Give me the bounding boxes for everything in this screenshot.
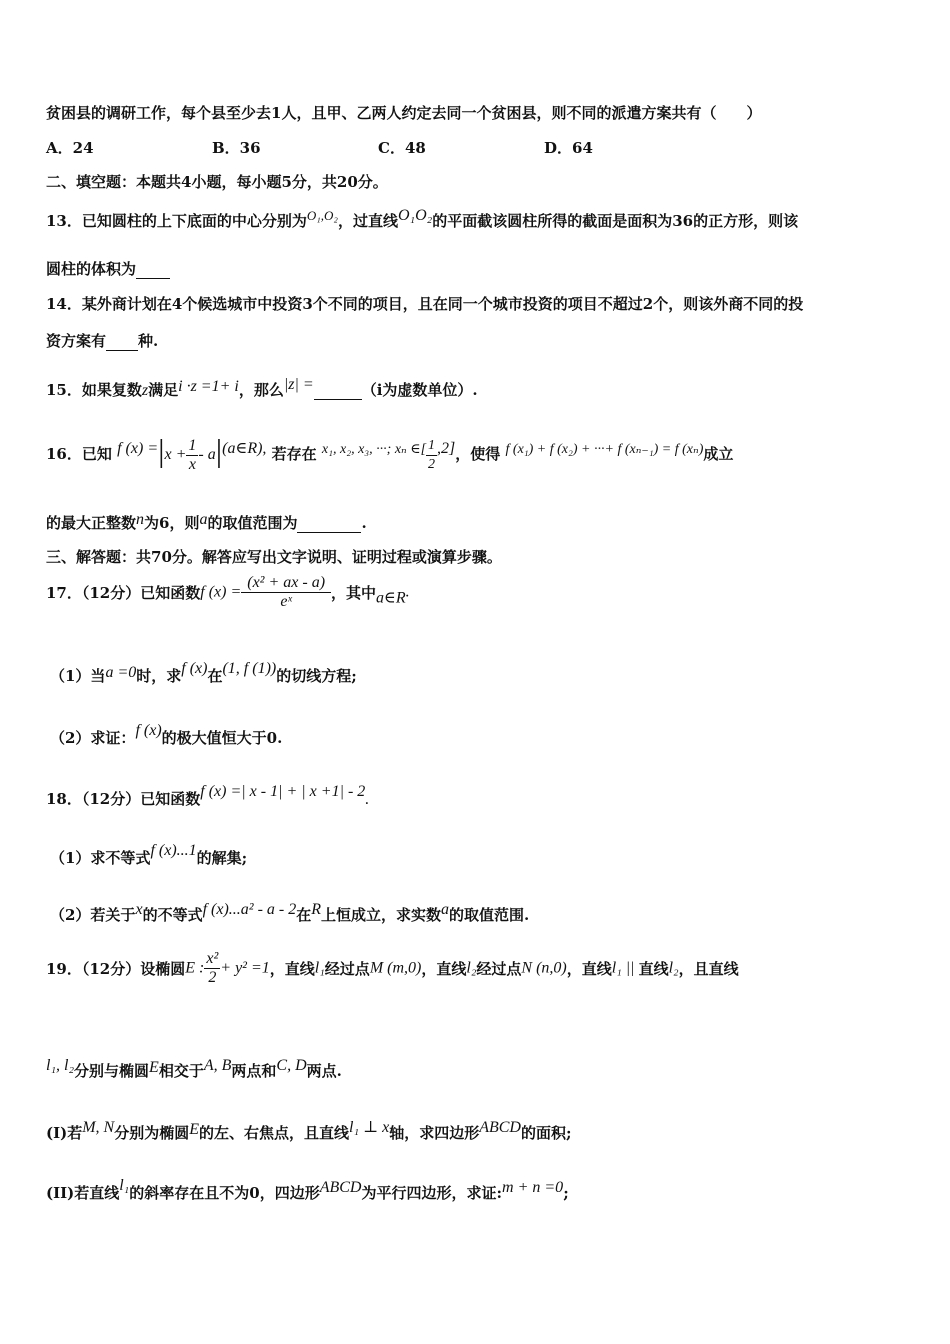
q16-frac-num: 1	[188, 436, 197, 454]
q19-E: E :	[185, 959, 205, 977]
q13-math-centers: O₁,O₂	[306, 208, 338, 223]
q19-N: N (n,0)	[521, 959, 567, 977]
q19-l2-b: l₂	[668, 959, 679, 977]
q19-I-text-b: 分别为椭圆	[114, 1124, 190, 1142]
q19-II-ABCD: ABCD	[319, 1179, 362, 1196]
q16-text-g: 的取值范围为	[207, 514, 298, 532]
q17-p1-text-b: 时，求	[136, 667, 182, 685]
q19-line2	[46, 1057, 342, 1081]
q16-text-b: 若存在	[271, 445, 317, 463]
q14-text-b: 资方案有	[46, 332, 107, 350]
q19-II-l1: l₁	[119, 1177, 130, 1194]
q17-p1-f: f (x)	[181, 660, 208, 677]
q13-text-c: 的平面截该圆柱所得的截面是面积为36的正方形，则该	[432, 212, 799, 230]
q16-line1	[46, 432, 733, 474]
q17-p2-text-a: （2）求证：	[50, 729, 136, 747]
q19-text-a: 19．（12分）设椭圆	[46, 960, 186, 978]
q18-p2-R: R	[311, 901, 322, 918]
q19-text-g: 直线	[638, 960, 669, 978]
q16-text-e: 的最大正整数	[46, 514, 137, 532]
q17-part1	[50, 660, 357, 686]
q15-text-b: 满足	[148, 381, 179, 399]
q18-function: f (x) =| x - 1| + | x +1| - 2	[200, 783, 366, 800]
q17-p1-cond: a =0	[105, 664, 137, 681]
q19-text-k: 两点和	[231, 1062, 277, 1080]
q19-line1	[46, 950, 739, 987]
q19-text-c: 经过点	[324, 960, 370, 978]
q19-l1-l2: l₁, l₂	[46, 1057, 75, 1074]
q19-II-text-c: 为平行四边形，求证:	[361, 1184, 503, 1202]
q16-sum: f (x₁) + f (x₂) + ···+ f (xₙ₋₁) = f (xₙ)	[505, 442, 704, 457]
q19-text-b: ，直线	[269, 960, 315, 978]
q19-II-equation: m + n =0	[502, 1179, 564, 1196]
q16-minus-a: - a	[198, 446, 216, 463]
q19-text-h: ，且直线	[678, 960, 739, 978]
q18-dot: .	[365, 791, 370, 808]
q17-p1-text-d: 的切线方程;	[276, 667, 357, 685]
q19-I-perp: l₁ ⊥ x	[349, 1119, 390, 1136]
q16-sequence: x₁, x₂, x₃, ···; xₙ ∈[	[321, 442, 427, 457]
q15-z: z	[141, 382, 149, 399]
q17-text-b: ，其中	[331, 584, 377, 602]
q17-p2-f: f (x)	[135, 722, 162, 739]
q16-half-num: 1	[426, 437, 437, 456]
option-d: D．64	[544, 139, 593, 157]
q12-tail: 贫困县的调研工作，每个县至少去1人，且甲、乙两人约定去同一个贫困县，则不同的派遣方案共有（ ）	[46, 104, 762, 122]
q15-text-d: （i为虚数单位）.	[361, 381, 478, 399]
q19-parallel: l₁ ||	[611, 959, 639, 977]
q13-text-b: ，过直线	[337, 212, 398, 230]
q18-line	[46, 783, 369, 809]
q19-I-text-e: 的面积;	[520, 1124, 572, 1142]
q19-text-l: 两点.	[306, 1062, 342, 1080]
q12-options	[46, 137, 710, 158]
q17-p1-text-c: 在	[207, 667, 223, 685]
q19-l1: l₁	[314, 959, 325, 977]
q19-frac-num: x²	[206, 950, 219, 967]
q16-a-in-r: (a∈R),	[222, 440, 267, 457]
q19-part2	[46, 1177, 569, 1203]
q18-part2	[50, 901, 529, 925]
q18-p2-text-d: 上恒成立，求实数	[321, 906, 442, 924]
q15-answer-blank[interactable]	[314, 381, 362, 400]
q16-a: a	[199, 511, 208, 528]
section-2-heading: 二、填空题：本题共4小题，每小题5分，共20分。	[46, 173, 388, 191]
q17-fraction	[241, 574, 331, 611]
q17-text-a: 17．（12分）已知函数	[46, 584, 201, 602]
q18-text-a: 18．（12分）已知函数	[46, 790, 201, 808]
q18-p2-text-a: （2）若关于	[50, 906, 136, 924]
q19-text-f: ，直线	[566, 960, 612, 978]
option-b: B．36	[212, 139, 261, 157]
q14-text-c: 种.	[138, 332, 159, 350]
q17-dot: .	[405, 583, 410, 601]
q19-ellipse-rest: + y² =1	[220, 959, 270, 977]
q16-fraction-half	[426, 437, 437, 474]
q19-text-i: 分别与椭圆	[74, 1062, 150, 1080]
q16-text-d: 成立	[703, 445, 734, 463]
q13-line2	[46, 258, 170, 279]
q19-M: M (m,0)	[369, 959, 422, 977]
q16-n: n	[136, 511, 145, 528]
q16-interval-end: ,2]	[437, 440, 456, 457]
q13-answer-blank[interactable]	[136, 260, 170, 279]
q17-p1-text-a: （1）当	[50, 667, 106, 685]
q19-text-d: ，直线	[421, 960, 467, 978]
q19-fraction	[204, 950, 220, 987]
q19-II-text-d: ;	[563, 1184, 569, 1202]
q15-text-a: 15．如果复数	[46, 381, 142, 399]
q19-II-text-b: 的斜率存在且不为0，四边形	[129, 1184, 320, 1202]
q19-text-e: 经过点	[476, 960, 522, 978]
q17-p1-point: (1, f (1))	[222, 660, 277, 677]
q17-condition: a∈R	[376, 589, 406, 607]
q18-p1-inequality: f (x)...1	[150, 842, 197, 859]
q18-p2-text-c: 在	[296, 906, 312, 924]
q13-math-line: O₁O₂	[397, 207, 433, 224]
q19-I-text-a: (I)若	[46, 1124, 83, 1142]
q17-function-lhs: f (x) =	[200, 583, 242, 601]
q17-denominator: eˣ	[280, 593, 292, 610]
q18-part1	[50, 842, 247, 868]
q16-frac-den: x	[188, 455, 196, 473]
q16-line2: 的最大正整数n为6，则a的取值范围为 .	[46, 511, 367, 532]
q19-l2: l₂	[466, 959, 477, 977]
q18-p2-inequality: f (x)...a² - a - 2	[202, 901, 297, 918]
q18-p2-text-e: 的取值范围.	[449, 906, 530, 924]
q19-I-E: E	[189, 1121, 200, 1138]
q16-abs-close: |	[215, 432, 223, 468]
q16-function: f (x) =	[117, 440, 159, 457]
q16-half-den: 2	[428, 456, 436, 472]
q15-equation: i ·z =1+ i	[178, 378, 239, 395]
q16-abs-open: |	[158, 432, 165, 468]
q19-I-MN: M, N	[82, 1119, 115, 1136]
q19-part1	[46, 1117, 572, 1143]
option-a: A．24	[46, 139, 94, 157]
option-c: C．48	[378, 139, 426, 157]
q17-line	[46, 574, 410, 611]
q14-line2	[46, 330, 158, 351]
q18-p2-a: a	[441, 901, 450, 918]
q18-p1-text-a: （1）求不等式	[50, 849, 151, 867]
q19-II-text-a: (II)若直线	[46, 1184, 120, 1202]
q19-frac-den: 2	[208, 969, 217, 986]
q13-text-d: 圆柱的体积为	[46, 260, 137, 278]
q19-E2: E	[149, 1059, 159, 1076]
q18-p1-text-b: 的解集;	[196, 849, 248, 867]
q17-part2	[50, 722, 282, 748]
q19-CD: C, D	[276, 1057, 307, 1074]
q13-text-a: 13．已知圆柱的上下底面的中心分别为	[46, 212, 307, 230]
q15-line	[46, 376, 478, 400]
q19-I-text-d: 轴，求四边形	[389, 1124, 480, 1142]
q19-I-text-c: 的左、右焦点，且直线	[199, 1124, 350, 1142]
section-3-heading: 三、解答题：共70分。解答应写出文字说明、证明过程或演算步骤。	[46, 548, 502, 566]
q19-AB: A, B	[203, 1057, 232, 1074]
q19-I-ABCD: ABCD	[479, 1119, 521, 1136]
q15-text-c: ，那么	[238, 381, 284, 399]
q18-p2-text-b: 的不等式	[142, 906, 203, 924]
q14-line1: 14．某外商计划在4个候选城市中投资3个不同的项目，且在同一个城市投资的项目不超过2个，则该外商不同的投	[46, 295, 804, 313]
q17-numerator: (x² + ax - a)	[241, 574, 331, 593]
q16-x-plus: x +	[164, 446, 187, 463]
q16-text-c: ，使得	[455, 445, 501, 463]
q16-answer-blank[interactable]	[297, 514, 361, 533]
q15-abs: |z| =	[283, 376, 314, 393]
q14-answer-blank[interactable]	[106, 332, 138, 351]
q16-text-a: 16．已知	[46, 445, 112, 463]
q13-line1	[46, 207, 798, 231]
q19-text-j: 相交于	[158, 1062, 204, 1080]
q16-fraction-1-over-x	[186, 437, 198, 474]
q18-p2-x: x	[135, 901, 143, 918]
q16-text-f: 为6，则	[144, 514, 200, 532]
q17-p2-text-b: 的极大值恒大于0.	[161, 729, 283, 747]
